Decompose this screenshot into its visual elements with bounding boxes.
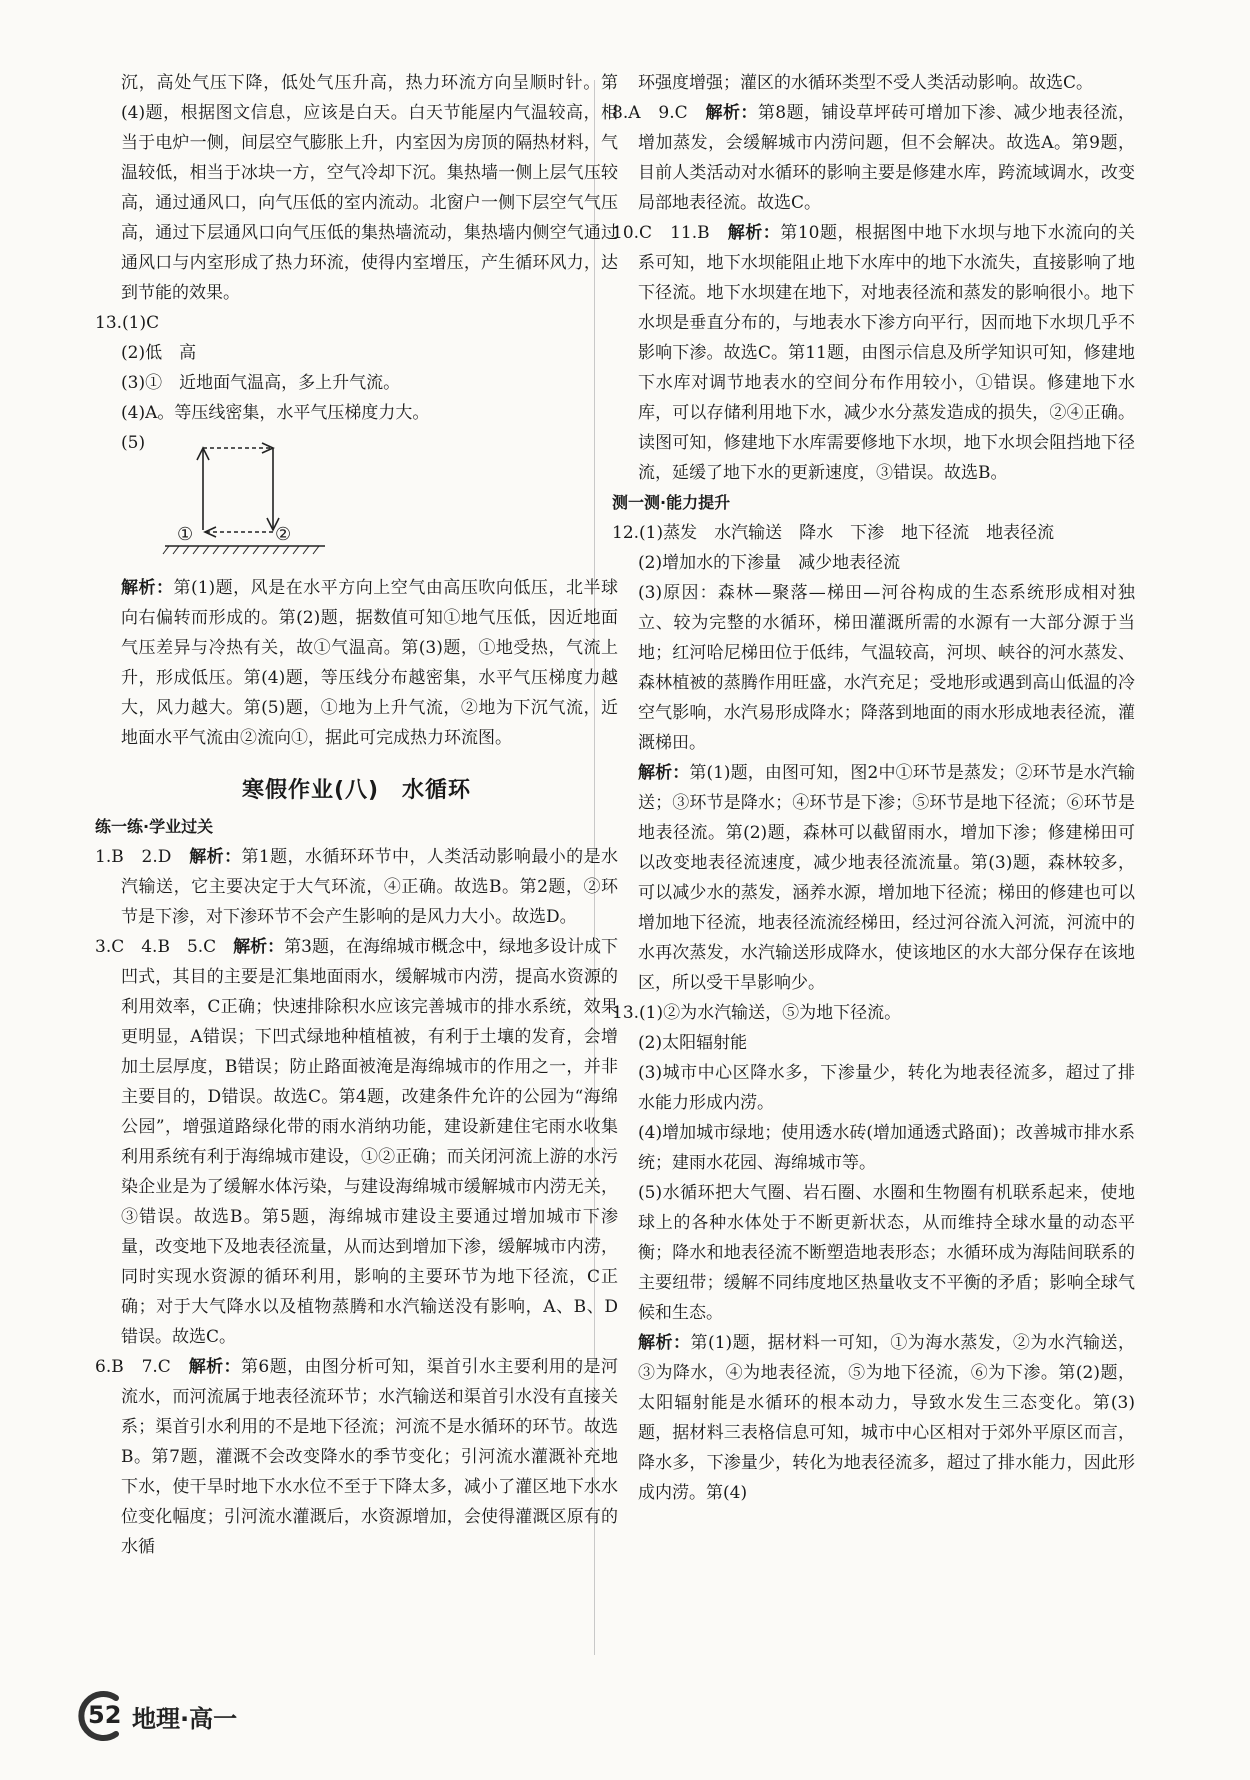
left-column: [95, 68, 618, 1562]
answer-12-3: (3)原因：森林—聚落—梯田—河谷构成的生态系统形成相对独立、较为完整的水循环，梯田灌溉所需的水源有一大部分源于当地；红河哈尼梯田位于低纬，气温较高，河坝、峡谷的河水蒸发、森林植被的蒸腾作用旺盛，水汽充足；受地形或遇到高山低温的冷空气影响，水汽易形成降水；降落到地面的雨水形成地表径流，灌溉梯田。: [638, 583, 1135, 753]
answer-12-1: 12.(1)蒸发 水汽输送 降水 下渗 地下径流 地表径流: [612, 523, 1055, 543]
answer-13-5: (5): [121, 433, 146, 453]
answer-10-11: 10.C 11.B 解析：第10题，根据图中地下水坝与地下水流向的关系可知，地下水坝能阻止地下水库中的地下水流失，直接影响了地下径流。地下水坝建在地下，对地表径流和蒸发的影响很小。地下水坝是垂直分布的，与地表水下渗方向平行，因而地下水坝几乎不影响下渗。故选C。第11题，由图示信息及所学知识可知，修建地下水库对调节地表水的空间分布作用较小，①错误。修建地下水库，可以存储利用地下水，减少水分蒸发造成的损失，②④正确。读图可知，修建地下水库需要修地下水坝，地下水坝会阻挡地下径流，延缓了地下水的更新速度，③错误。故选B。: [612, 223, 1135, 483]
paragraph-continued: 沉，高处气压下降，低处气压升高，热力环流方向呈顺时针。第(4)题，根据图文信息，应该是白天。白天节能屋内气温较高，相当于电炉一侧，间层空气膨胀上升，内室因为房顶的隔热材料，气温较低，相当于冰块一方，空气冷却下沉。集热墙一侧上层气压较高，通过通风口，向气压低的室内流动。北窗户一侧下层空气气压高，通过下层通风口向气压低的集热墙流动，集热墙内侧空气通过通风口与内室形成了热力环流，使得内室增压，产生循环风力，达到节能的效果。: [121, 73, 618, 303]
analysis-13: 解析：第(1)题，风是在水平方向上空气由高压吹向低压，北半球向右偏转而形成的。第(2)题，据数值可知①地气压低，因近地面气压差异与冷热有关，故①气温高。第(3)题，①地受热，气流上升，形成低压。第(4)题，等压线分布越密集，水平气压梯度力越大，风力越大。第(5)题，①地为上升气流，②地为下沉气流，近地面水平气流由②流向①，据此可完成热力环流图。: [121, 578, 618, 748]
subsection-test: 测一测·能力提升: [612, 493, 731, 512]
answer-13-4-right: (4)增加城市绿地；使用透水砖(增加通透式路面)；改善城市排水系统；建雨水花园、海绵城市等。: [638, 1123, 1135, 1173]
subsection-practice: 练一练·学业过关: [95, 817, 214, 836]
answer-3-5: 3.C 4.B 5.C 解析：第3题，在海绵城市概念中，绿地多设计成下凹式，其目的主要是汇集地面雨水，缓解城市内涝，提高水资源的利用效率，C正确；快速排除积水应该完善城市的排水系统，效果更明显，A错误；下凹式绿地种植植被，有利于土壤的发育，会增加土层厚度，B错误；防止路面被淹是海绵城市的作用之一，并非主要目的，D错误。故选C。第4题，改建条件允许的公园为“海绵公园”，增强道路绿化带的雨水消纳功能，建设新建住宅雨水收集利用系统有利于海绵城市建设，①②正确；而关闭河流上游的水污染企业是为了缓解水体污染，与建设海绵城市缓解城市内涝无关，③错误。故选B。第5题，海绵城市建设主要通过增加城市下渗量，改变地下及地表径流量，从而达到增加下渗，缓解城市内涝，同时实现水资源的循环利用，影响的主要环节为地下径流，C正确；对于大气降水以及植物蒸腾和水汽输送没有影响，A、B、D错误。故选C。: [95, 937, 618, 1347]
answer-6-7: 6.B 7.C 解析：第6题，由图分析可知，渠首引水主要利用的是河流水，而河流属于地表径流环节；水汽输送和渠首引水没有直接关系；渠首引水利用的不是地下径流；河流不是水循环的环节。故选B。第7题，灌溉不会改变降水的季节变化；引河流水灌溉补充地下水，使干旱时地下水水位不至于下降太多，减小了灌区地下水水位变化幅度；引河流水灌溉后，水资源增加，会使得灌溉区原有的水循: [95, 1357, 618, 1557]
section-title: 寒假作业(八) 水循环: [241, 778, 472, 803]
answer-1-2: 1.B 2.D 解析：第1题，水循环环节中，人类活动影响最小的是水汽输送，它主要决定于大气环流，④正确。故选B。第2题，②环节是下渗，对下渗环节不会产生影响的是风力大小。故选D。: [95, 847, 619, 927]
thermal-circulation-diagram: [161, 428, 331, 568]
answer-13-2: (2)低 高: [121, 343, 197, 363]
analysis-12: 解析：第(1)题，由图可知，图2中①环节是蒸发；②环节是水汽输送；③环节是降水；④环节是下渗；⑤环节是地下径流；⑥环节是地表径流。第(2)题，森林可以截留雨水，增加下渗；修建梯田可以改变地表径流速度，减少地表径流流量。第(3)题，森林较多，可以减少水的蒸发，涵养水源，增加地下径流；梯田的修建也可以增加地下径流，地表径流流经梯田，经过河谷流入河流，河流中的水再次蒸发，水汽输送形成降水，使该地区的水大部分保存在该地区，所以受干旱影响少。: [638, 763, 1136, 993]
subject-label: 地理·高一: [132, 1704, 238, 1733]
answer-13-4: (4)A。等压线密集，水平气压梯度力大。: [121, 403, 430, 423]
page-number-badge: [72, 1690, 128, 1742]
answer-13-2-right: (2)太阳辐射能: [638, 1033, 748, 1053]
page-number: 52: [88, 1701, 122, 1729]
point-2-label: ②: [275, 524, 292, 545]
answer-12-2: (2)增加水的下渗量 减少地表径流: [638, 553, 901, 573]
right-column: [612, 68, 1135, 1508]
answer-13-5-right: (5)水循环把大气圈、岩石圈、水圈和生物圈有机联系起来，使地球上的各种水体处于不断更新状态，从而维持全球水量的动态平衡；降水和地表径流不断塑造地表形态；水循环成为海陆间联系的主要纽带；缓解不同纬度地区热量收支不平衡的矛盾；影响全球气候和生态。: [638, 1183, 1135, 1323]
point-1-label: ①: [177, 524, 194, 545]
answer-13-5-row: [95, 428, 618, 573]
answer-13-3: (3)① 近地面气温高，多上升气流。: [121, 373, 401, 393]
paragraph-continued-right: 环强度增强；灌区的水循环类型不受人类活动影响。故选C。: [638, 73, 1094, 93]
answer-13-1-right: 13.(1)②为水汽输送，⑤为地下径流。: [612, 1003, 902, 1023]
answer-13-3-right: (3)城市中心区降水多，下渗量少，转化为地表径流多，超过了排水能力形成内涝。: [638, 1063, 1135, 1113]
analysis-13-right: 解析：第(1)题，据材料一可知，①为海水蒸发，②为水汽输送，③为降水，④为地表径流，⑤为地下径流，⑥为下渗。第(2)题，太阳辐射能是水循环的根本动力，导致水发生三态变化。第(3)题，据材料三表格信息可知，城市中心区相对于郊外平原区而言，降水多，下渗量少，转化为地表径流多，超过了排水能力，因此形成内涝。第(4): [638, 1333, 1135, 1503]
answer-8-9: 8.A 9.C 解析：第8题，铺设草坪砖可增加下渗、减少地表径流，增加蒸发，会缓解城市内涝问题，但不会解决。故选A。第9题，目前人类活动对水循环的影响主要是修建水库，跨流域调水，改变局部地表径流。故选C。: [612, 103, 1136, 213]
answer-13-1: 13.(1)C: [95, 313, 160, 333]
page-footer: [72, 1690, 237, 1742]
